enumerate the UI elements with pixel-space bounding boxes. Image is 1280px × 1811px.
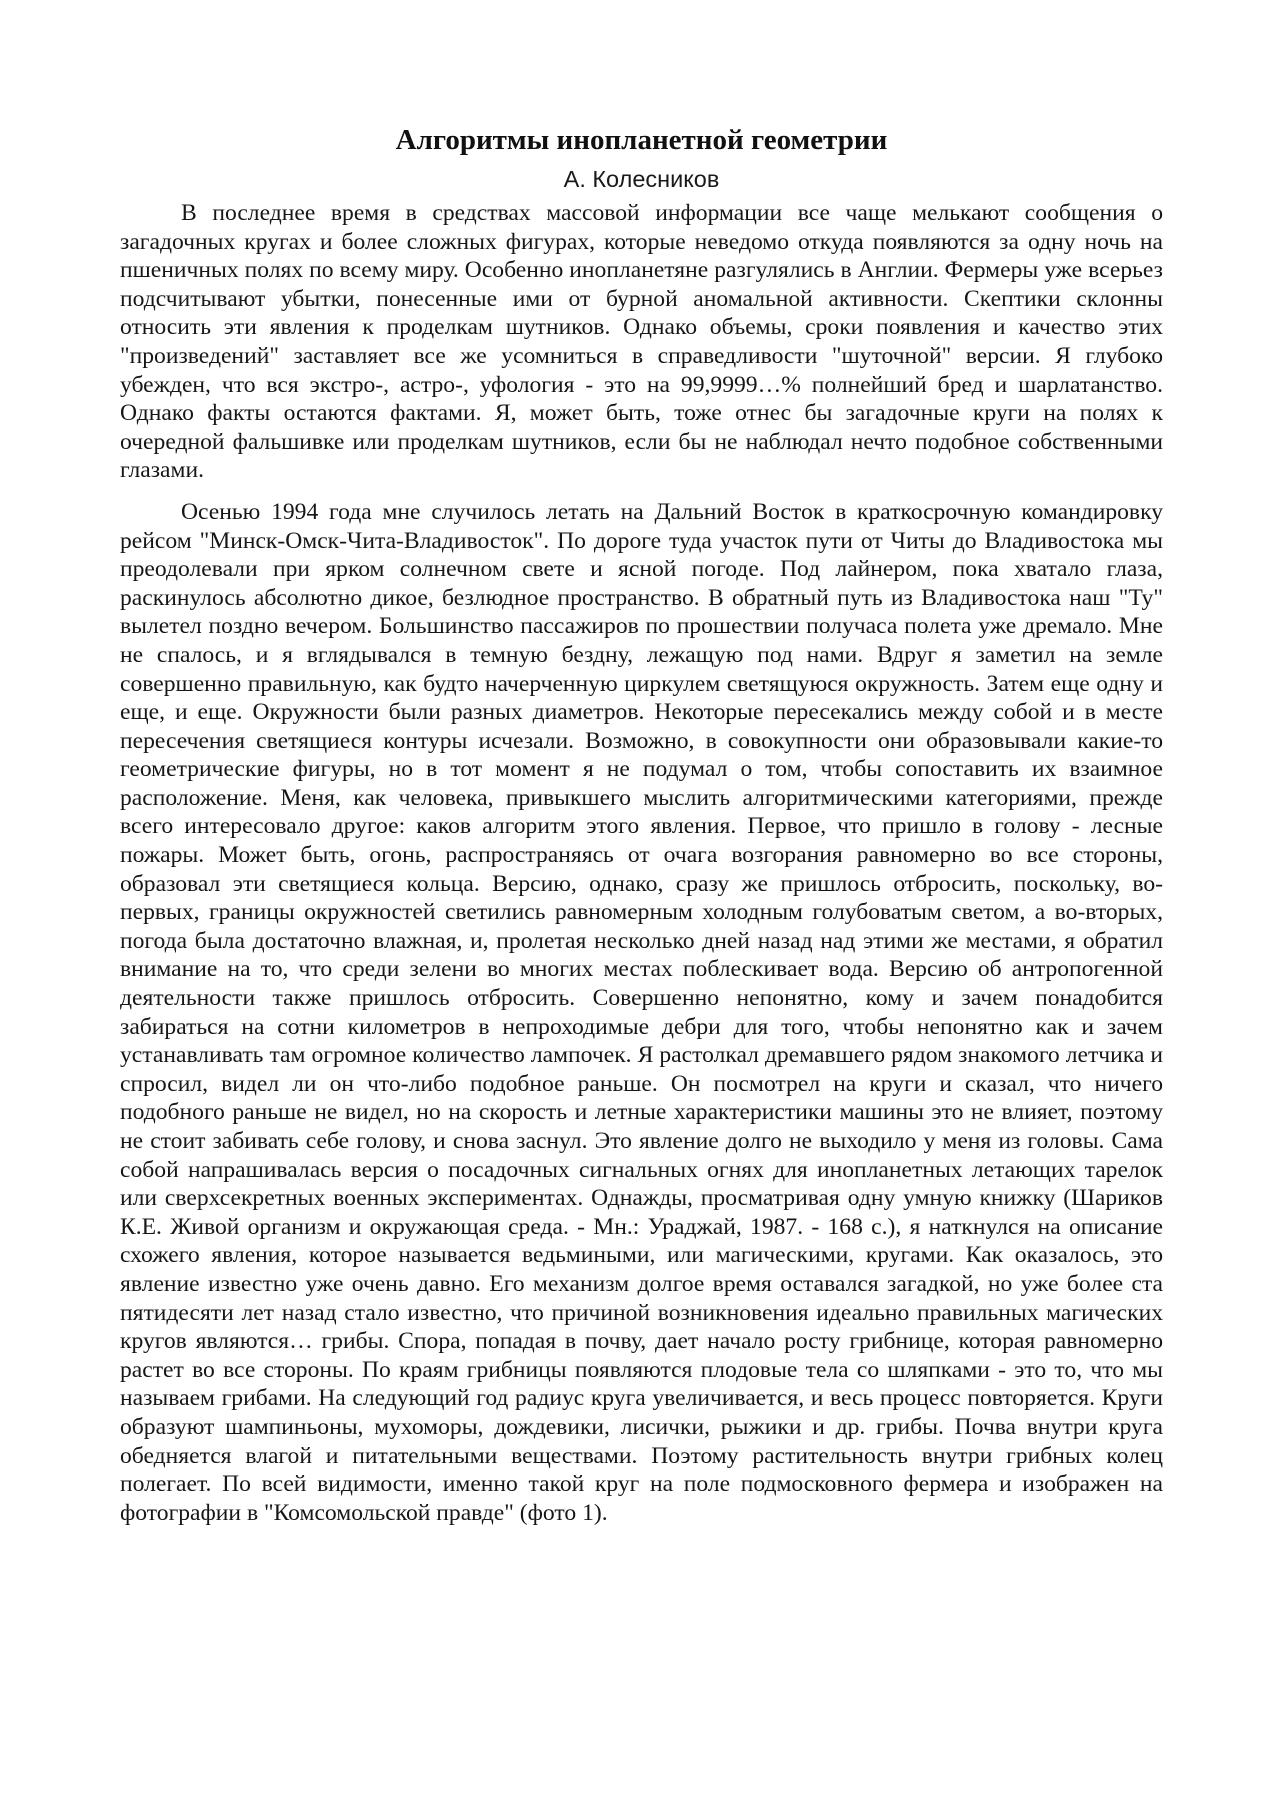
article-body xyxy=(120,119,1163,1527)
paragraph-2: Осенью 1994 года мне случилось летать на Дальний Восток в краткосрочную командировку рейсом "Минск-Омск-Чита-Владивосток". По дороге туда участок пути от Читы до Владивостока мы преодолевали при ярком солнечном свете и ясной погоде. Под лайнером, пока хватало глаза, раскинулось абсолютно дикое, безлюдное пространство. В обратный путь из Владивостока наш "Ту" вылетел поздно вечером. Большинство пассажиров по прошествии получаса полета уже дремало. Мне не спалось, и я вглядывался в темную бездну, лежащую под нами. Вдруг я заметил на земле совершенно правильную, как будто начерченную циркулем светящуюся окружность. Затем еще одну и еще, и еще. Окружности были разных диаметров. Некоторые пересекались между собой и в месте пересечения светящиеся контуры исчезали. Возможно, в совокупности они образовывали какие-то геометрические фигуры, но в тот момент я не подумал о том, чтобы сопоставить их взаимное расположение. Меня, как человека, привыкшего мыслить алгоритмическими категориями, прежде всего интересовало другое: каков алгоритм этого явления. Первое, что пришло в голову - лесные пожары. Может быть, огонь, распространяясь от очага возгорания равномерно во все стороны, образовал эти светящиеся кольца. Версию, однако, сразу же пришлось отбросить, поскольку, во-первых, границы окружностей светились равномерным холодным голубоватым светом, а во-вторых, погода была достаточно влажная, и, пролетая несколько дней назад над этими же местами, я обратил внимание на то, что среди зелени во многих местах поблескивает вода. Версию об антропогенной деятельности также пришлось отбросить. Совершенно непонятно, кому и зачем понадобится забираться на сотни километров в непроходимые дебри для того, чтобы непонятно как и зачем устанавливать там огромное количество лампочек. Я растолкал дремавшего рядом знакомого летчика и спросил, видел ли он что-либо подобное раньше. Он посмотрел на круги и сказал, что ничего подобного раньше не видел, но на скорость и летные характеристики машины это не влияет, поэтому не стоит забивать себе голову, и снова заснул. Это явление долго не выходило у меня из головы. Сама собой напрашивалась версия о посадочных сигнальных огнях для инопланетных летающих тарелок или сверхсекретных военных экспериментах. Однажды, просматривая одну умную книжку (Шариков К.Е. Живой организм и окружающая среда. - Мн.: Ураджай, 1987. - 168 с.), я наткнулся на описание схожего явления, которое называется ведьмиными, или магическими, кругами. Как оказалось, это явление известно уже очень давно. Его механизм долгое время оставался загадкой, но уже более ста пятидесяти лет назад стало известно, что причиной возникновения идеально правильных магических кругов являются… грибы. Спора, попадая в почву, дает начало росту грибнице, которая равномерно растет во все стороны. По краям грибницы появляются плодовые тела со шляпками - это то, что мы называем грибами. На следующий год радиус круга увеличивается, и весь процесс повторяется. Круги образуют шампиньоны, мухоморы, дождевики, лисички, рыжики и др. грибы. Почва внутри круга обедняется влагой и питательными веществами. Поэтому растительность внутри грибных колец полегает. По всей видимости, именно такой круг на поле подмосковного фермера и изображен на фотографии в "Комсомольской правде" (фото 1). xyxy=(120,498,1163,1526)
paragraph-1: В последнее время в средствах массовой информации все чаще мелькают сообщения о загадочных кругах и более сложных фигурах, которые неведомо откуда появляются за одну ночь на пшеничных полях по всему миру. Особенно инопланетяне разгулялись в Англии. Фермеры уже всерьез подсчитывают убытки, понесенные ими от бурной аномальной активности. Скептики склонны относить эти явления к проделкам шутников. Однако объемы, сроки появления и качество этих "произведений" заставляет все же усомниться в справедливости "шуточной" версии. Я глубоко убежден, что вся экстро-, астро-, уфология - это на 99,9999…% полнейший бред и шарлатанство. Однако факты остаются фактами. Я, может быть, тоже отнес бы загадочные круги на полях к очередной фальшивке или проделкам шутников, если бы не наблюдал нечто подобное собственными глазами. xyxy=(120,200,1163,484)
article-title: Алгоритмы инопланетной геометрии xyxy=(395,124,888,156)
article-author: А. Колесников xyxy=(563,166,720,192)
